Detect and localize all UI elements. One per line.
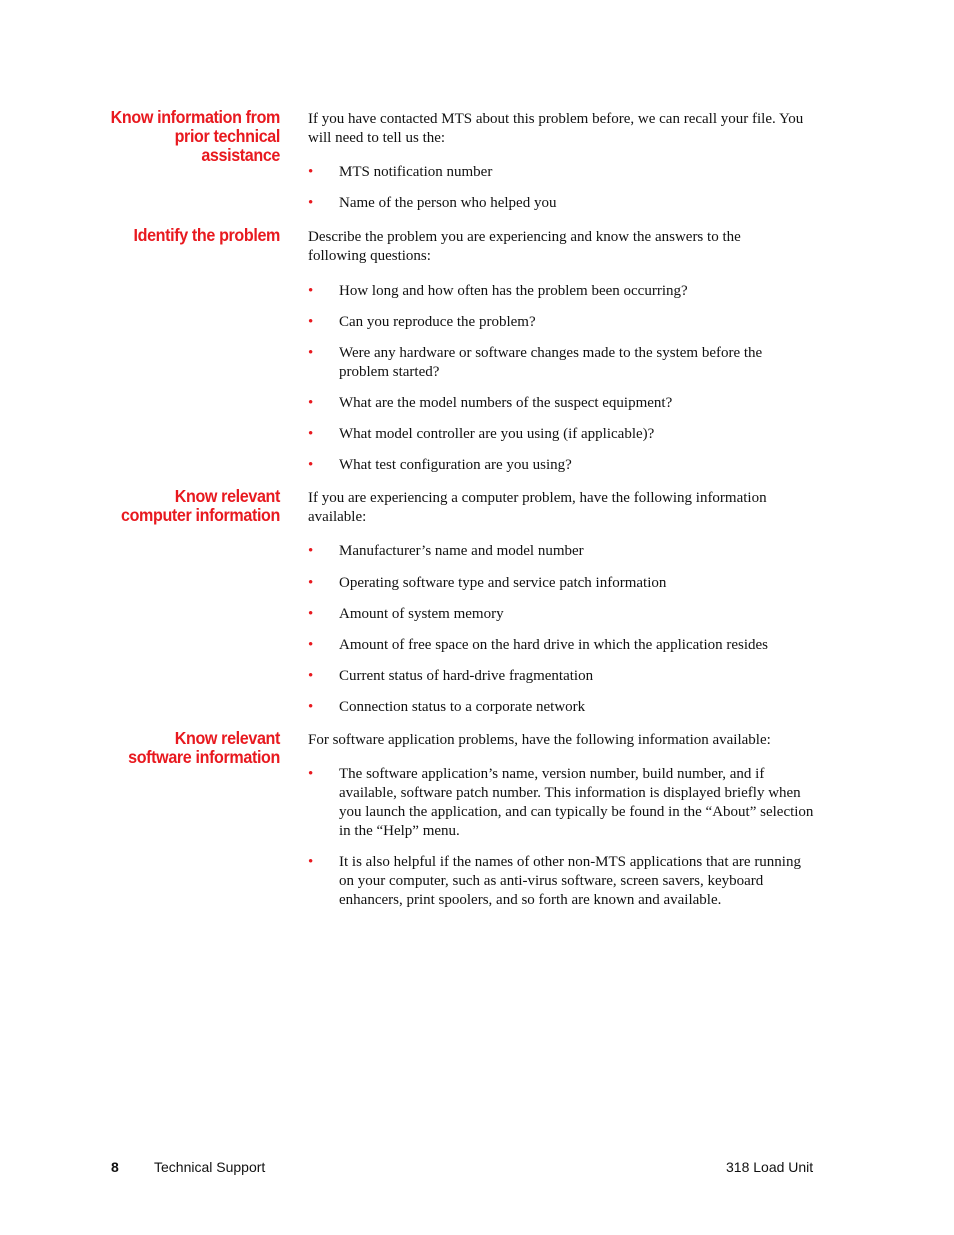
footer-product-name: 318 Load Unit xyxy=(726,1159,814,1175)
list-item: • Amount of free space on the hard drive in which the application resides xyxy=(308,637,769,653)
heading-line: computer information xyxy=(120,505,280,525)
heading-line: Know relevant xyxy=(174,486,280,506)
list-item: • How long and how often has the problem been occurring? xyxy=(308,283,688,299)
list-item: • Amount of system memory xyxy=(308,606,504,622)
list-item: • Can you reproduce the problem? xyxy=(308,314,536,330)
list-item: • It is also helpful if the names of other non-MTS applications that are running on your computer, such as anti-virus software, screen savers, keyboard enhancers, print spoolers, and so forth are known and available. xyxy=(308,854,801,908)
list-item: • Name of the person who helped you xyxy=(308,195,557,211)
footer-page-number: 8 xyxy=(111,1159,119,1175)
footer-chapter-title: Technical Support xyxy=(154,1159,266,1175)
intro-paragraph: For software application problems, have the following information available: xyxy=(308,732,771,748)
list-item: • Current status of hard-drive fragmentation xyxy=(308,668,594,684)
intro-paragraph: If you are experiencing a computer problem, have the following information available: xyxy=(308,490,767,525)
section-heading xyxy=(96,487,280,525)
bullet-list xyxy=(308,542,818,717)
bullet-icon: • xyxy=(308,854,314,870)
intro-paragraph: Describe the problem you are experiencing and know the answers to the following questions: xyxy=(308,229,741,264)
bullet-icon: • xyxy=(308,164,314,180)
heading-line: Know relevant xyxy=(174,728,280,748)
heading-line: assistance xyxy=(201,145,280,165)
bullet-icon: • xyxy=(308,637,314,653)
section-body xyxy=(308,489,818,717)
bullet-icon: • xyxy=(308,195,314,211)
section-body xyxy=(308,228,818,475)
bullet-icon: • xyxy=(308,345,314,361)
bullet-icon: • xyxy=(308,668,314,684)
intro-paragraph: If you have contacted MTS about this problem before, we can recall your file. You will need to tell us the: xyxy=(308,111,804,146)
heading-line: Identify the problem xyxy=(133,225,280,245)
bullet-icon: • xyxy=(308,457,314,473)
bullet-icon: • xyxy=(308,766,314,782)
list-item: • What model controller are you using (if applicable)? xyxy=(308,426,655,442)
bullet-icon: • xyxy=(308,283,314,299)
section-heading xyxy=(96,729,280,767)
list-item: • Operating software type and service patch information xyxy=(308,575,667,591)
bullet-icon: • xyxy=(308,426,314,442)
list-item: • The software application’s name, version number, build number, and if available, software patch number. This information is displayed briefly when you launch the application, and can typically be found in the “About” selection in the “Help” menu. xyxy=(308,766,814,839)
list-item: • What are the model numbers of the suspect equipment? xyxy=(308,395,673,411)
heading-line: Know information from xyxy=(110,107,280,127)
list-item: • What test configuration are you using? xyxy=(308,457,572,473)
bullet-icon: • xyxy=(308,575,314,591)
bullet-icon: • xyxy=(308,606,314,622)
heading-line: software information xyxy=(128,747,280,767)
section-heading xyxy=(96,226,280,245)
section-body xyxy=(308,110,818,213)
bullet-list xyxy=(308,765,818,910)
bullet-list xyxy=(308,163,818,213)
bullet-icon: • xyxy=(308,314,314,330)
list-item: • Were any hardware or software changes made to the system before the problem started? xyxy=(308,345,763,380)
heading-line: prior technical xyxy=(174,126,280,146)
list-item: • Manufacturer’s name and model number xyxy=(308,543,584,559)
bullet-list xyxy=(308,282,818,475)
section-heading xyxy=(96,108,280,165)
bullet-icon: • xyxy=(308,395,314,411)
list-item: • MTS notification number xyxy=(308,164,493,180)
bullet-icon: • xyxy=(308,699,314,715)
bullet-icon: • xyxy=(308,543,314,559)
list-item: • Connection status to a corporate network xyxy=(308,699,586,715)
section-body xyxy=(308,731,818,910)
